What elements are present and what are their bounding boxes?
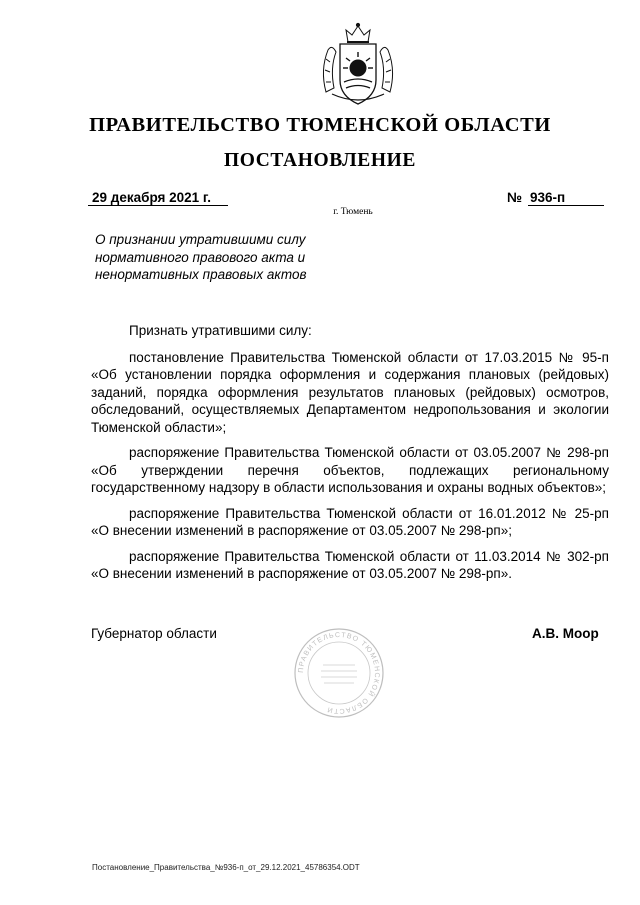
stamp-text: ПРАВИТЕЛЬСТВО ТЮМЕНСКОЙ ОБЛАСТИ	[297, 631, 381, 715]
signatory-name: А.В. Моор	[532, 626, 599, 641]
government-title: ПРАВИТЕЛЬСТВО ТЮМЕНСКОЙ ОБЛАСТИ	[89, 114, 551, 136]
document-body	[91, 322, 609, 591]
number-underline	[528, 205, 604, 206]
document-number: 936-п	[530, 190, 566, 205]
body-paragraph: распоряжение Правительства Тюменской области от 11.03.2014 № 302-рп «О внесении изменений в распоряжение от 03.05.2007 № 298-рп».	[91, 548, 609, 581]
coat-of-arms-icon	[318, 22, 398, 108]
document-city: г. Тюмень	[333, 207, 373, 217]
official-stamp-icon	[293, 627, 385, 719]
file-footer: Постановление_Правительства_№936-п_от_29.12.2021_45786354.ODT	[92, 863, 360, 872]
body-paragraph: Признать утратившими силу:	[129, 323, 312, 338]
document-date: 29 декабря 2021 г.	[92, 190, 211, 205]
document-subject: О признании утратившими силу нормативного правового акта и ненормативных правовых актов	[95, 232, 307, 282]
number-label: №	[507, 190, 523, 205]
body-paragraph: распоряжение Правительства Тюменской области от 16.01.2012 № 25-рп «О внесении изменений в распоряжение от 03.05.2007 № 298-рп»;	[91, 505, 609, 538]
body-paragraph: распоряжение Правительства Тюменской области от 03.05.2007 № 298-рп «Об утверждении перечня объектов, подлежащих региональному государственному надзору в области использования и охраны водных объектов»;	[91, 445, 609, 495]
document-type: ПОСТАНОВЛЕНИЕ	[223, 150, 417, 171]
date-underline	[88, 205, 228, 206]
signatory-role: Губернатор области	[91, 626, 217, 641]
body-paragraph: постановление Правительства Тюменской области от 17.03.2015 № 95-п «Об установлении порядка оформления и содержания плановых (рейдовых) заданий, порядка оформления результатов плановых (рейдовых) осмотров, обследований, осуществляемых Департаментом недропользования и экологии Тюменской области»;	[91, 349, 609, 435]
svg-text:ПРАВИТЕЛЬСТВО ТЮМЕНСКОЙ ОБЛАСТ	[298, 632, 380, 714]
